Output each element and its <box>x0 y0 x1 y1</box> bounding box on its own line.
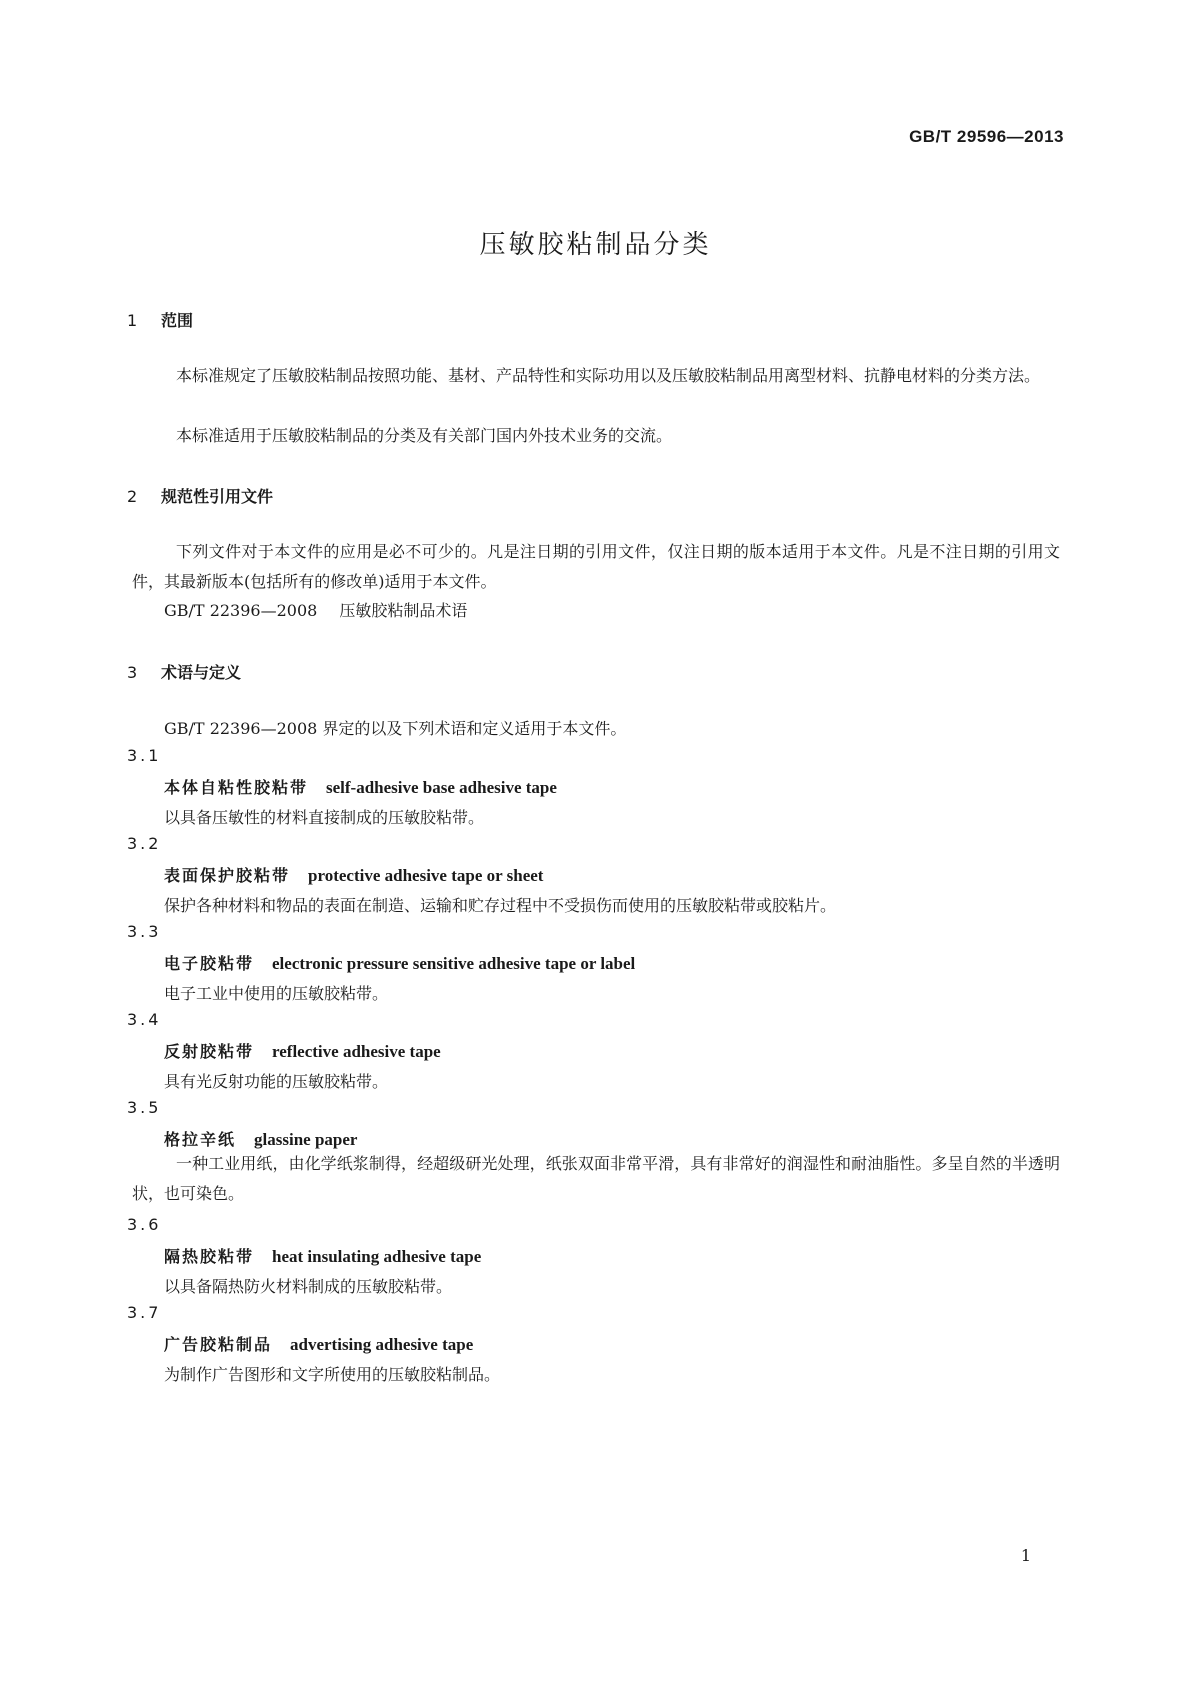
term-name-zh: 广告胶粘制品 <box>164 1335 273 1354</box>
term-title <box>164 1244 481 1267</box>
term-name-en: reflective adhesive tape <box>272 1042 441 1061</box>
section-number: 2 <box>127 487 138 506</box>
terms-intro: GB/T 22396—2008 界定的以及下列术语和定义适用于本文件。 <box>164 719 627 738</box>
term-name-en: protective adhesive tape or sheet <box>308 866 544 885</box>
term-name-en: heat insulating adhesive tape <box>272 1247 482 1266</box>
section-heading-normative-references <box>127 484 273 507</box>
term-definition: 一种工业用纸，由化学纸浆制得，经超级研光处理，纸张双面非常平滑，具有非常好的润湿性和耐油脂性。多呈自然的半透明状，也可染色。 <box>132 1154 1060 1203</box>
term-title <box>164 1127 357 1150</box>
section-number: 1 <box>127 311 138 330</box>
term-name-zh: 表面保护胶粘带 <box>164 866 291 885</box>
scope-paragraph: 本标准适用于压敏胶粘制品的分类及有关部门国内外技术业务的交流。 <box>176 426 673 445</box>
reference-title: 压敏胶粘制品术语 <box>339 601 468 620</box>
term-name-zh: 格拉辛纸 <box>164 1130 237 1149</box>
term-definition: 以具备隔热防火材料制成的压敏胶粘带。 <box>164 1277 453 1296</box>
term-number: 3.3 <box>127 922 162 941</box>
term-name-en: advertising adhesive tape <box>290 1335 474 1354</box>
section-title: 范围 <box>161 311 194 330</box>
term-title <box>164 951 635 974</box>
section-title: 术语与定义 <box>161 663 242 682</box>
term-title <box>164 863 543 886</box>
term-name-zh: 反射胶粘带 <box>164 1042 255 1061</box>
term-definition: 具有光反射功能的压敏胶粘带。 <box>164 1072 389 1091</box>
term-number: 3.6 <box>127 1215 162 1234</box>
term-name-zh: 本体自粘性胶粘带 <box>164 778 309 797</box>
document-title: 压敏胶粘制品分类 <box>479 230 712 260</box>
term-name-zh: 隔热胶粘带 <box>164 1247 255 1266</box>
scope-paragraph: 本标准规定了压敏胶粘制品按照功能、基材、产品特性和实际功用以及压敏胶粘制品用离型材料、抗静电材料的分类方法。 <box>176 366 1041 385</box>
reference-code: GB/T 22396—2008 <box>164 601 318 620</box>
section-heading-terms-definitions <box>127 660 241 683</box>
term-number: 3.2 <box>127 834 162 853</box>
section-title: 规范性引用文件 <box>161 487 274 506</box>
term-number: 3.5 <box>127 1098 162 1117</box>
term-definition: 保护各种材料和物品的表面在制造、运输和贮存过程中不受损伤而使用的压敏胶粘带或胶粘片。 <box>164 896 837 915</box>
section-heading-scope <box>127 308 193 331</box>
term-number: 3.4 <box>127 1010 162 1029</box>
term-definition: 电子工业中使用的压敏胶粘带。 <box>164 984 389 1003</box>
reference-entry <box>164 598 467 621</box>
term-title <box>164 775 557 798</box>
term-number: 3.1 <box>127 746 162 765</box>
standard-code: GB/T 29596—2013 <box>909 127 1064 146</box>
references-paragraph: 下列文件对于本文件的应用是必不可少的。凡是注日期的引用文件，仅注日期的版本适用于本文件。凡是不注日期的引用文件，其最新版本(包括所有的修改单)适用于本文件。 <box>132 542 1060 591</box>
term-name-zh: 电子胶粘带 <box>164 954 255 973</box>
term-definition: 为制作广告图形和文字所使用的压敏胶粘制品。 <box>164 1365 501 1384</box>
term-name-en: self-adhesive base adhesive tape <box>326 778 557 797</box>
term-definition: 以具备压敏性的材料直接制成的压敏胶粘带。 <box>164 808 485 827</box>
section-number: 3 <box>127 663 138 682</box>
term-name-en: electronic pressure sensitive adhesive tape or label <box>272 954 636 973</box>
term-name-en: glassine paper <box>254 1130 358 1149</box>
page-number: 1 <box>1020 1546 1031 1565</box>
term-title <box>164 1039 441 1062</box>
term-number: 3.7 <box>127 1303 162 1322</box>
term-title <box>164 1332 473 1355</box>
